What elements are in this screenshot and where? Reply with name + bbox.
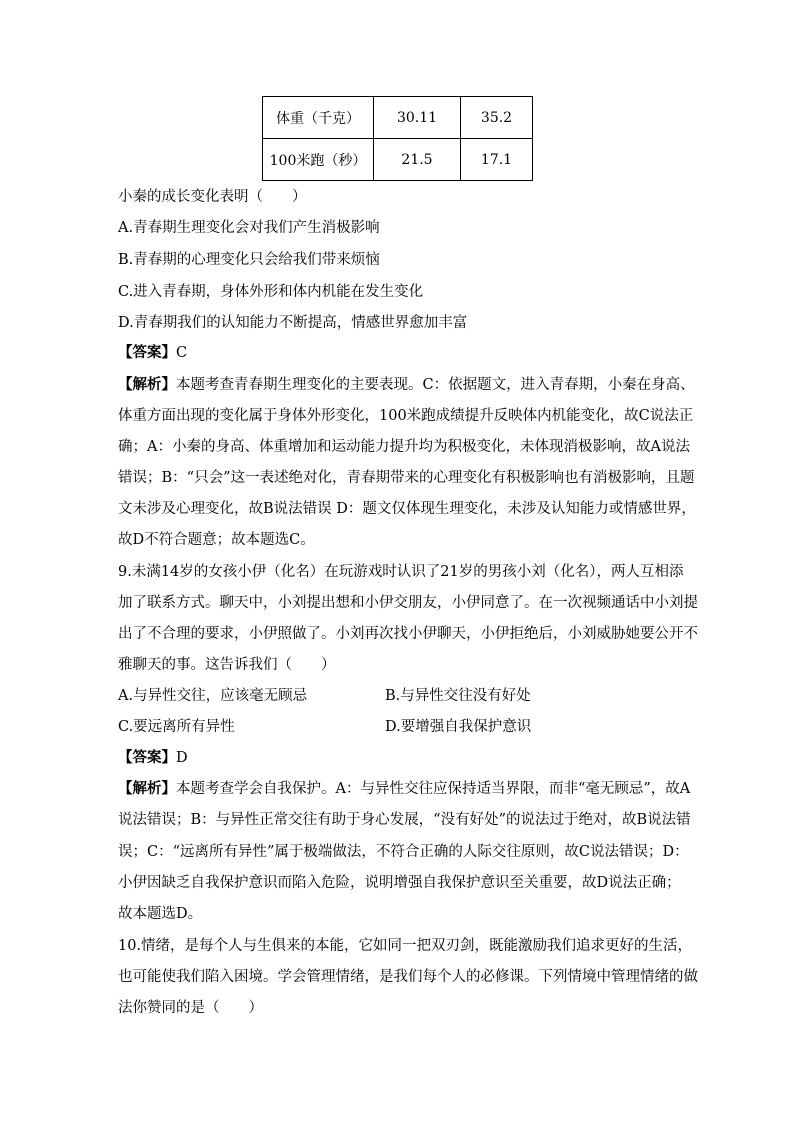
answer-value: D — [176, 750, 188, 766]
q8-answer — [118, 343, 187, 363]
q10-stem-line: 10.情绪，是每个人与生俱来的本能，它如同一把双刃剑，既能激励我们追求更好的生活， — [118, 938, 693, 954]
q8-option-a: A.青春期生理变化会对我们产生消极影响 — [118, 220, 380, 236]
q9-option-d: D.要增强自我保护意识 — [385, 719, 532, 735]
answer-value: C — [176, 345, 188, 361]
q8-analysis-line: 体重方面出现的变化属于身体外形变化，100米跑成绩提升反映体内机能变化，故C说法正 — [118, 408, 694, 424]
analysis-label: 【解析】 — [118, 780, 176, 797]
table-cell: 30.11 — [374, 97, 461, 139]
table-cell: 17.1 — [461, 139, 533, 181]
q9-option-a: A.与异性交往，应该毫无顾忌 — [118, 688, 308, 704]
table-row — [263, 139, 533, 181]
q10-stem-line: 也可能使我们陷入困境。学会管理情绪，是我们每个人的必修课。下列情境中管理情绪的做 — [118, 969, 698, 985]
q9-stem-line: 出了不合理的要求，小伊照做了。小刘再次找小伊聊天，小伊拒绝后，小刘威胁她要公开不 — [118, 626, 698, 642]
q8-option-b: B.青春期的心理变化只会给我们带来烦恼 — [118, 252, 380, 268]
q8-option-d: D.青春期我们的认知能力不断提高，情感世界愈加丰富 — [118, 315, 468, 331]
q9-option-c: C.要远离所有异性 — [118, 719, 235, 735]
q9-stem-line: 雅聊天的事。这告诉我们（ ） — [118, 657, 336, 673]
q9-option-b: B.与异性交往没有好处 — [385, 688, 531, 704]
q9-analysis-line: 误；C：“远离所有异性”属于极端做法，不符合正确的人际交往原则，故C说法错误；D： — [118, 844, 689, 860]
table-cell: 体重（千克） — [263, 97, 374, 139]
data-table — [262, 96, 533, 181]
q9-analysis-line — [118, 779, 690, 799]
q8-option-c: C.进入青春期，身体外形和体内机能在发生变化 — [118, 284, 424, 300]
q9-answer — [118, 748, 188, 768]
table-cell: 100米跑（秒） — [263, 139, 374, 181]
analysis-label: 【解析】 — [118, 376, 176, 393]
answer-label: 【答案】 — [118, 749, 176, 766]
table-cell: 21.5 — [374, 139, 461, 181]
table-row — [263, 97, 533, 139]
q8-analysis-line: 错误；B：“只会”这一表述绝对化，青春期带来的心理变化有积极影响也有消极影响，且题 — [118, 470, 695, 486]
analysis-text: 本题考查青春期生理变化的主要表现。C：依据题文，进入青春期，小秦在身高、 — [176, 377, 695, 393]
table-cell: 35.2 — [461, 97, 533, 139]
q9-stem-line: 加了联系方式。聊天中，小刘提出想和小伊交朋友，小伊同意了。在一次视频通话中小刘提 — [118, 595, 698, 611]
q8-analysis-line: 故D不符合题意；故本题选C。 — [118, 532, 315, 548]
q8-analysis-line — [118, 375, 695, 395]
answer-label: 【答案】 — [118, 344, 176, 361]
q8-analysis-line: 文未涉及心理变化，故B说法错误 D：题文仅体现生理变化，未涉及认知能力或情感世界， — [118, 501, 696, 517]
q8-analysis-line: 确；A：小秦的身高、体重增加和运动能力提升均为积极变化，未体现消极影响，故A说法 — [118, 439, 690, 455]
q9-stem-line: 9.未满14岁的女孩小伊（化名）在玩游戏时认识了21岁的男孩小刘（化名），两人互相添 — [118, 564, 684, 580]
q8-stem: 小秦的成长变化表明（ ） — [118, 189, 307, 205]
q9-analysis-line: 说法错误；B：与异性正常交往有助于身心发展，“没有好处”的说法过于绝对，故B说法错 — [118, 812, 691, 828]
analysis-text: 本题考查学会自我保护。A：与异性交往应保持适当界限，而非“毫无顾忌”，故A — [176, 781, 691, 797]
q9-analysis-line: 小伊因缺乏自我保护意识而陷入危险，说明增强自我保护意识至关重要，故D说法正确； — [118, 875, 681, 891]
q9-analysis-line: 故本题选D。 — [118, 906, 203, 922]
q10-stem-line: 法你赞同的是（ ） — [118, 1000, 263, 1016]
